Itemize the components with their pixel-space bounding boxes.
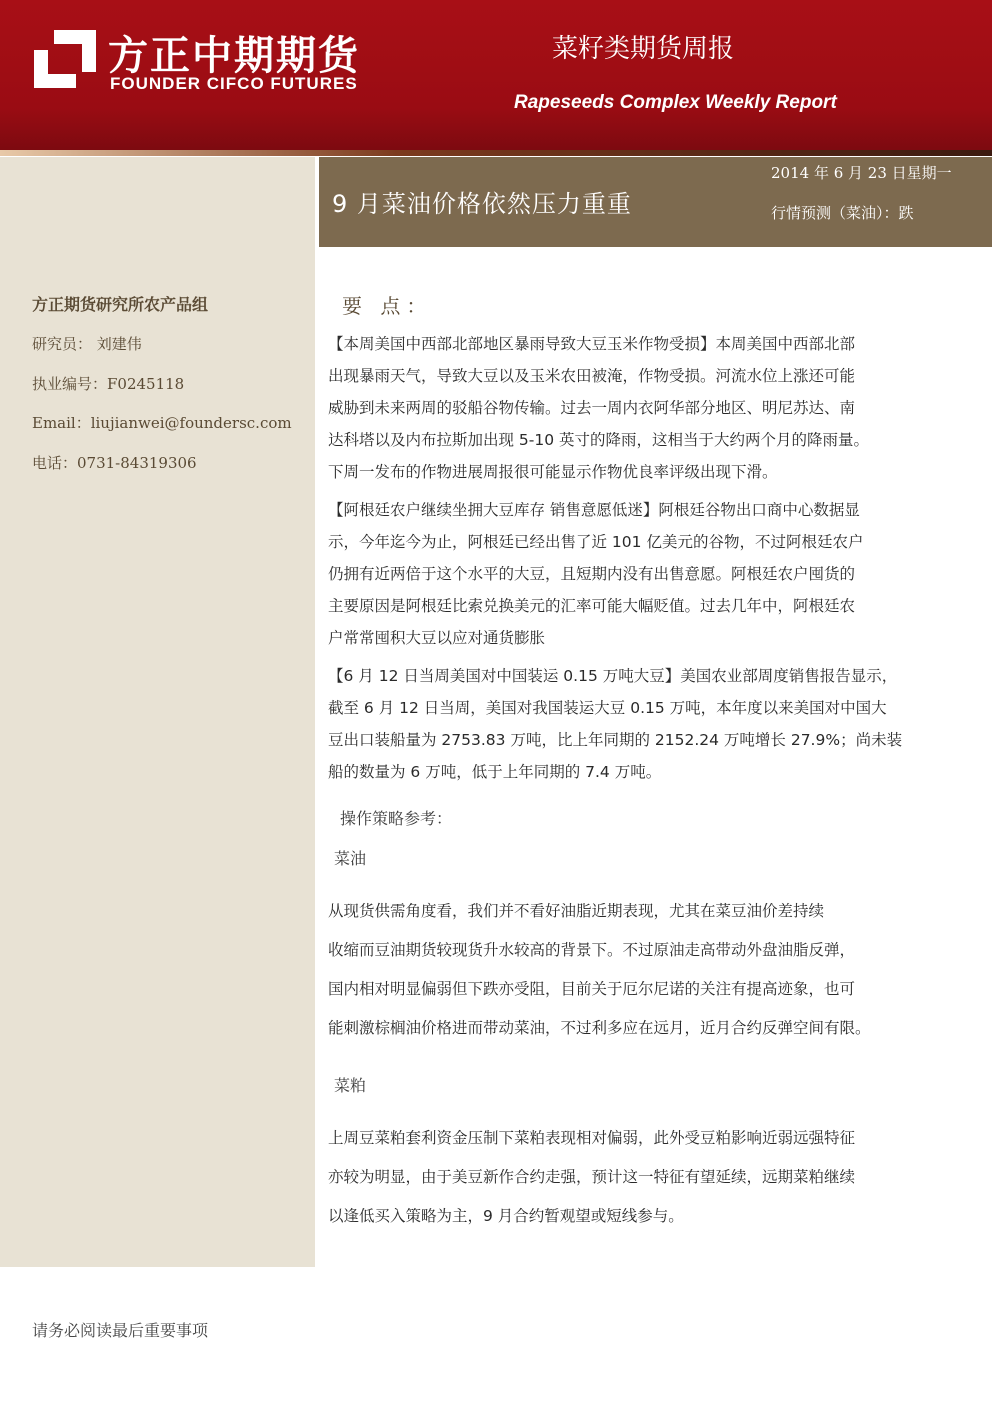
text-line: 亦较为明显，由于美豆新作合约走强，预计这一特征有望延续，远期菜粕继续 [328,1168,856,1186]
strategy-heading: 操作策略参考： [340,809,453,828]
sidebar-panel [0,157,315,1267]
founder-logo-icon [34,30,96,88]
text-line: 仍拥有近两倍于这个水平的大豆，且短期内没有出售意愿。阿根廷农户囤货的 [328,565,856,583]
text-line: 豆出口装船量为 2753.83 万吨，比上年同期的 2152.24 万吨增长 27.9%；尚未装 [328,731,903,749]
research-group: 方正期货研究所农产品组 [32,295,209,314]
text-line: 能刺激棕榈油价格进而带动菜油，不过利多应在远月，近月合约反弹空间有限。 [328,1019,871,1037]
rapeseed-meal-analysis [328,1119,968,1236]
contact-email: Email：liujianwei@foundersc.com [32,414,292,432]
paragraph-us-shipments [328,660,958,788]
text-line: 国内相对明显偏弱但下跌亦受阻，目前关于厄尔尼诺的关注有提高迹象，也可 [328,980,856,998]
report-title-en: Rapeseeds Complex Weekly Report [514,92,837,113]
text-line: 截至 6 月 12 日当周，美国对我国装运大豆 0.15 万吨，本年度以来美国对中国大 [328,699,887,717]
text-line: 上周豆菜粕套利资金压制下菜粕表现相对偏弱，此外受豆粕影响近弱远强特征 [328,1129,856,1147]
text-line: 从现货供需角度看，我们并不看好油脂近期表现，尤其在菜豆油价差持续 [328,902,825,920]
paragraph-argentina [328,494,958,654]
company-name-cn: 方正中期期货 [108,33,360,79]
report-header [0,0,992,154]
page-title: 9 月菜油价格依然压力重重 [332,190,632,218]
text-line: 出现暴雨天气，导致大豆以及玉米农田被淹，作物受损。河流水位上涨还可能 [328,367,856,385]
report-date: 2014 年 6 月 23 日星期一 [771,164,952,182]
text-line: 【阿根廷农户继续坐拥大豆库存 销售意愿低迷】阿根廷谷物出口商中心数据显 [328,501,860,519]
license-number: 执业编号：F0245118 [32,375,185,393]
text-line: 达科塔以及内布拉斯加出现 5-10 英寸的降雨，这相当于大约两个月的降雨量。 [328,431,870,449]
header-divider [0,150,992,156]
report-title-cn: 菜籽类期货周报 [552,34,735,64]
rapeseed-meal-heading: 菜粕 [334,1076,367,1095]
company-name-en: FOUNDER CIFCO FUTURES [110,74,358,93]
text-line: 【6 月 12 日当周美国对中国装运 0.15 万吨大豆】美国农业部周度销售报告显示， [328,667,898,685]
text-line: 船的数量为 6 万吨，低于上年同期的 7.4 万吨。 [328,763,662,781]
text-line: 下周一发布的作物进展周报很可能显示作物优良率评级出现下滑。 [328,463,778,481]
researcher-name: 研究员： 刘建伟 [32,335,142,353]
rapeseed-oil-analysis [328,892,968,1048]
text-line: 示，今年迄今为止，阿根廷已经出售了近 101 亿美元的谷物，不过阿根廷农户 [328,533,864,551]
footer-disclaimer-note: 请务必阅读最后重要事项 [32,1321,209,1340]
text-line: 收缩而豆油期货较现货升水较高的背景下。不过原油走高带动外盘油脂反弹， [328,941,856,959]
rapeseed-oil-heading: 菜油 [334,849,367,868]
text-line: 以逢低买入策略为主，9 月合约暂观望或短线参与。 [328,1207,684,1225]
text-line: 主要原因是阿根廷比索兑换美元的汇率可能大幅贬值。过去几年中，阿根廷农 [328,597,856,615]
text-line: 威胁到未来两周的驳船谷物传输。过去一周内衣阿华部分地区、明尼苏达、南 [328,399,856,417]
keypoints-heading: 要 点： [342,294,433,318]
text-line: 户常常囤积大豆以应对通货膨胀 [328,629,546,647]
text-line: 【本周美国中西部北部地区暴雨导致大豆玉米作物受损】本周美国中西部北部 [328,335,856,353]
market-forecast: 行情预测（菜油）：跌 [771,204,914,222]
contact-phone: 电话：0731-84319306 [32,454,197,472]
paragraph-us-rain [328,328,958,488]
